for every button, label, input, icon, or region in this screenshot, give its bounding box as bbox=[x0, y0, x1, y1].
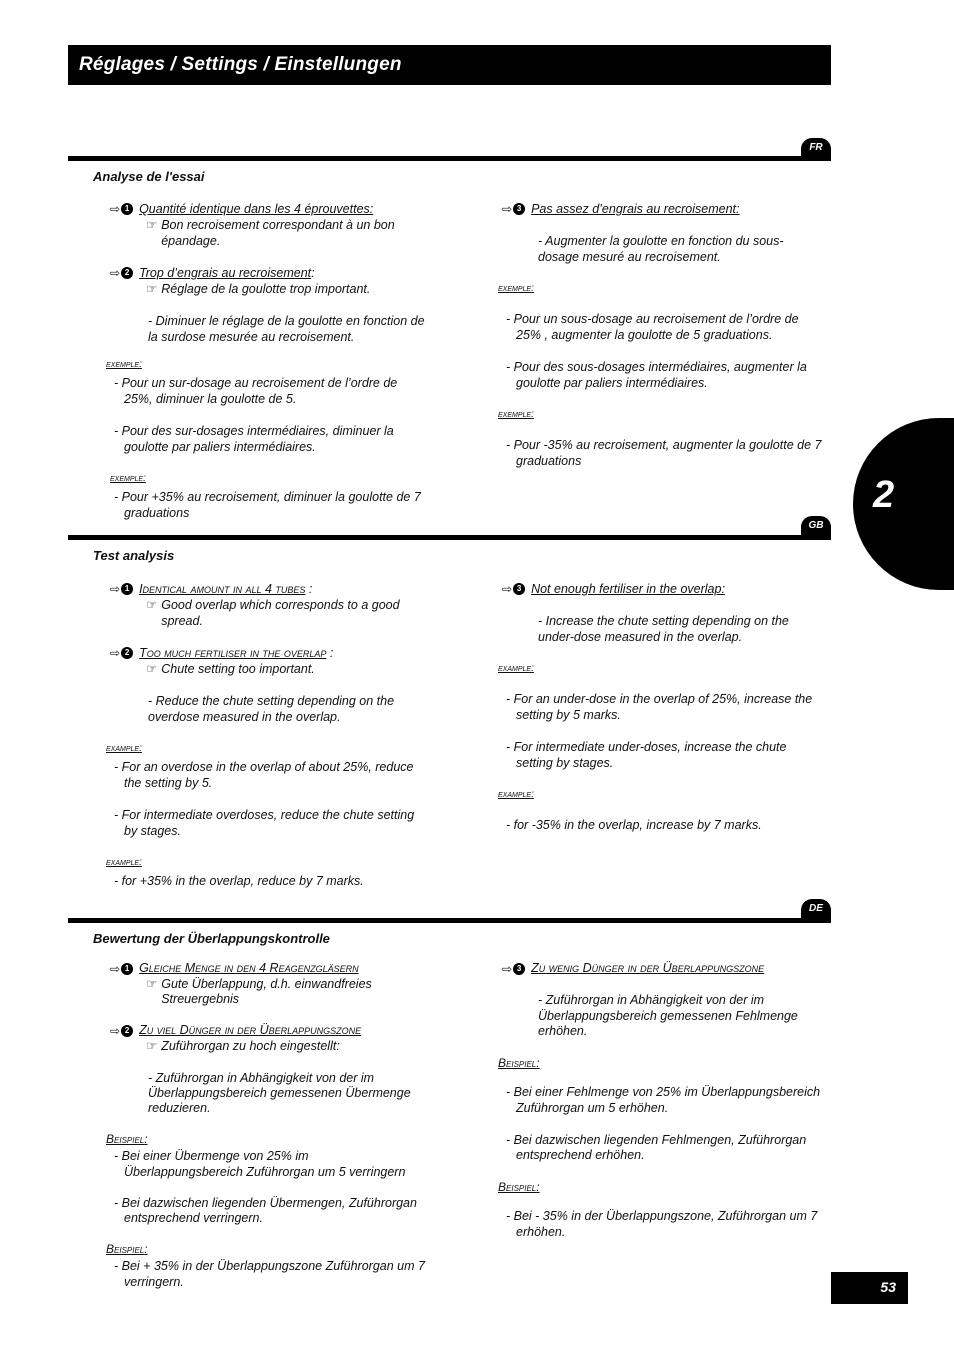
gb-example-1a: - For an overdose in the overlap of about 25%, reduce the setting by 5. bbox=[114, 760, 414, 790]
number-badge: 1 bbox=[121, 963, 133, 975]
de-item-1 bbox=[106, 961, 426, 977]
section-divider-fr bbox=[68, 156, 831, 161]
number-badge: 1 bbox=[121, 583, 133, 595]
section-divider-de bbox=[68, 918, 831, 923]
fr-left-column bbox=[106, 201, 426, 521]
gb-right-example-2a: - for -35% in the overlap, increase by 7 marks. bbox=[506, 818, 762, 832]
de-right-example-label-2: Beispiel: bbox=[498, 1179, 540, 1194]
de-item-3-action: - Zuführorgan in Abhängigkeit von der im Überlappungsbereich gemessenen Fehlmenge erhöhen. bbox=[538, 993, 798, 1039]
chapter-number: 2 bbox=[873, 474, 895, 516]
gb-example-1b: - For intermediate overdoses, reduce the chute setting by stages. bbox=[114, 808, 415, 838]
gb-item-2: ⇨ 2 Too much fertiliser in the overlap : bbox=[110, 646, 334, 660]
de-item-1-marker bbox=[110, 961, 133, 977]
de-left-column bbox=[106, 961, 426, 1290]
de-example-1b: - Bei dazwischen liegenden Übermengen, Zuführorgan entsprechend verringern. bbox=[114, 1195, 417, 1226]
section-divider-gb bbox=[68, 535, 831, 540]
gb-item-2-action: - Reduce the chute setting depending on the overdose measured in the overlap. bbox=[148, 694, 395, 724]
gb-right-example-label-2: example: bbox=[498, 789, 534, 800]
pointing-hand-icon: ☞ bbox=[146, 282, 158, 296]
number-badge: 2 bbox=[121, 1025, 133, 1037]
de-item-2 bbox=[106, 1023, 426, 1039]
de-example-label-1: Beispiel: bbox=[106, 1132, 148, 1147]
number-badge: 2 bbox=[121, 267, 133, 279]
right-arrow-icon: ⇨ bbox=[110, 962, 121, 976]
de-right-example-label-1: Beispiel: bbox=[498, 1055, 540, 1070]
fr-item-2-heading: Trop d’engrais au recroisement bbox=[139, 266, 312, 280]
fr-item-2-marker bbox=[110, 265, 133, 281]
section-title-de: Bewertung der Überlappungskontrolle bbox=[93, 931, 330, 946]
fr-item-2-point: ☞ Réglage de la goulotte trop important. bbox=[146, 282, 371, 296]
page-number: 53 bbox=[831, 1272, 908, 1304]
gb-right-example-label-1: example: bbox=[498, 663, 534, 674]
right-arrow-icon: ⇨ bbox=[502, 202, 513, 216]
gb-item-2-heading: Too much fertiliser in the overlap bbox=[139, 646, 327, 660]
gb-example-label-2: example: bbox=[106, 857, 142, 868]
fr-example-1b: - Pour des sur-dosages intermédiaires, diminuer la goulotte par paliers intermédiaires. bbox=[114, 424, 394, 454]
fr-right-example-label-2: exemple: bbox=[498, 409, 534, 420]
de-item-2-heading: Zu viel Dünger in der Überlappungszone bbox=[139, 1023, 362, 1038]
gb-right-example-1b: - For intermediate under-doses, increase the chute setting by stages. bbox=[506, 740, 787, 770]
gb-item-2-point: ☞ Chute setting too important. bbox=[146, 662, 315, 676]
fr-right-example-label-1: exemple: bbox=[498, 283, 534, 294]
gb-item-1-heading: Identical amount in all 4 tubes bbox=[139, 582, 306, 596]
pointing-hand-icon: ☞ bbox=[146, 598, 158, 612]
gb-item-1-point: ☞ Good overlap which corresponds to a good spread. bbox=[146, 598, 400, 628]
number-badge: 3 bbox=[513, 583, 525, 595]
right-arrow-icon: ⇨ bbox=[110, 582, 121, 596]
de-right-column bbox=[498, 961, 823, 1241]
gb-item-3 bbox=[498, 581, 823, 597]
pointing-hand-icon: ☞ bbox=[146, 662, 158, 676]
gb-item-2-marker bbox=[110, 645, 133, 661]
right-arrow-icon: ⇨ bbox=[110, 266, 121, 280]
fr-item-2-action: - Diminuer le réglage de la goulotte en fonction de la surdose mesurée au recroisement. bbox=[148, 314, 425, 344]
de-right-example-1b: - Bei dazwischen liegenden Fehlmengen, Zuführorgan entsprechend erhöhen. bbox=[506, 1132, 807, 1163]
number-badge: 3 bbox=[513, 203, 525, 215]
right-arrow-icon: ⇨ bbox=[110, 1024, 121, 1039]
fr-example-label-1: exemple: bbox=[106, 359, 142, 370]
right-arrow-icon: ⇨ bbox=[110, 646, 121, 660]
fr-item-2: ⇨ 2 Trop d’engrais au recroisement: bbox=[110, 266, 315, 280]
de-item-2-action: - Zuführorgan in Abhängigkeit von der im Überlappungsbereich gemessenen Übermenge reduzieren. bbox=[148, 1070, 411, 1116]
fr-item-3-action: - Augmenter la goulotte en fonction du sous-dosage mesuré au recroisement. bbox=[538, 234, 784, 264]
gb-right-column bbox=[498, 581, 823, 833]
number-badge: 3 bbox=[513, 963, 525, 975]
fr-item-3-marker bbox=[502, 201, 525, 217]
language-badge-fr: FR bbox=[801, 138, 831, 158]
right-arrow-icon: ⇨ bbox=[502, 962, 513, 976]
pointing-hand-icon: ☞ bbox=[146, 977, 158, 991]
gb-item-1: ⇨ 1 Identical amount in all 4 tubes : bbox=[110, 582, 313, 596]
de-item-3-heading: Zu wenig Dünger in der Überlappungszone bbox=[531, 961, 765, 975]
fr-item-3 bbox=[498, 201, 823, 217]
de-right-example-1a: - Bei einer Fehlmenge von 25% im Überlappungsbereich Zuführorgan um 5 erhöhen. bbox=[506, 1085, 821, 1115]
fr-right-example-1b: - Pour des sous-dosages intermédiaires, augmenter la goulotte par paliers intermédiaires. bbox=[506, 360, 807, 390]
de-example-2a: - Bei + 35% in der Überlappungszone Zuführorgan um 7 verringern. bbox=[114, 1259, 425, 1289]
fr-item-1 bbox=[106, 201, 426, 217]
gb-example-2a: - for +35% in the overlap, reduce by 7 marks. bbox=[114, 874, 364, 888]
right-arrow-icon: ⇨ bbox=[110, 202, 121, 216]
fr-example-label-2: exemple: bbox=[110, 473, 146, 484]
de-example-1a: - Bei einer Übermenge von 25% im Überlappungsbereich Zuführorgan um 5 verringern bbox=[114, 1149, 406, 1179]
gb-example-label-1: example: bbox=[106, 743, 142, 754]
de-item-3 bbox=[498, 961, 823, 977]
gb-item-3-heading: Not enough fertiliser in the overlap: bbox=[531, 582, 725, 596]
number-badge: 1 bbox=[121, 203, 133, 215]
gb-item-3-marker bbox=[502, 581, 525, 597]
page-header-title: Réglages / Settings / Einstellungen bbox=[68, 45, 831, 85]
number-badge: 2 bbox=[121, 647, 133, 659]
fr-example-1a: - Pour un sur-dosage au recroisement de l’ordre de 25%, diminuer la goulotte de 5. bbox=[114, 376, 398, 406]
language-badge-gb: GB bbox=[801, 516, 831, 536]
fr-example-2a: - Pour +35% au recroisement, diminuer la goulotte de 7 graduations bbox=[114, 490, 421, 520]
de-item-1-point: ☞ Gute Überlappung, d.h. einwandfreies Streuergebnis bbox=[146, 977, 372, 1007]
de-item-2-point: ☞ Zuführorgan zu hoch eingestellt: bbox=[146, 1039, 340, 1054]
de-item-3-marker bbox=[502, 961, 525, 977]
de-item-1-heading: Gleiche Menge in den 4 Reagenzgläsern bbox=[139, 961, 359, 975]
gb-item-1-marker bbox=[110, 581, 133, 597]
de-item-2-marker bbox=[110, 1023, 133, 1039]
de-example-label-2: Beispiel: bbox=[106, 1242, 148, 1257]
fr-right-example-2a: - Pour -35% au recroisement, augmenter la goulotte de 7 graduations bbox=[506, 438, 822, 468]
fr-item-1-heading: Quantité identique dans les 4 éprouvettes: bbox=[139, 202, 374, 216]
gb-left-column bbox=[106, 581, 426, 889]
fr-item-3-heading: Pas assez d’engrais au recroisement: bbox=[531, 202, 740, 216]
section-title-fr: Analyse de l'essai bbox=[93, 169, 205, 184]
de-right-example-2a: - Bei - 35% in der Überlappungszone, Zuführorgan um 7 erhöhen. bbox=[506, 1209, 818, 1239]
gb-item-3-action: - Increase the chute setting depending on the under-dose measured in the overlap. bbox=[538, 614, 789, 644]
fr-right-column bbox=[498, 201, 823, 469]
section-title-gb: Test analysis bbox=[93, 548, 175, 563]
fr-right-example-1a: - Pour un sous-dosage au recroisement de l’ordre de 25% , augmenter la goulotte de 5 graduations. bbox=[506, 312, 799, 342]
pointing-hand-icon: ☞ bbox=[146, 218, 158, 232]
fr-item-1-marker bbox=[110, 201, 133, 217]
gb-right-example-1a: - For an under-dose in the overlap of 25%, increase the setting by 5 marks. bbox=[506, 692, 813, 722]
language-badge-de: DE bbox=[801, 899, 831, 919]
pointing-hand-icon: ☞ bbox=[146, 1039, 158, 1054]
fr-item-1-point: ☞ Bon recroisement correspondant à un bon épandage. bbox=[146, 218, 395, 248]
right-arrow-icon: ⇨ bbox=[502, 582, 513, 596]
